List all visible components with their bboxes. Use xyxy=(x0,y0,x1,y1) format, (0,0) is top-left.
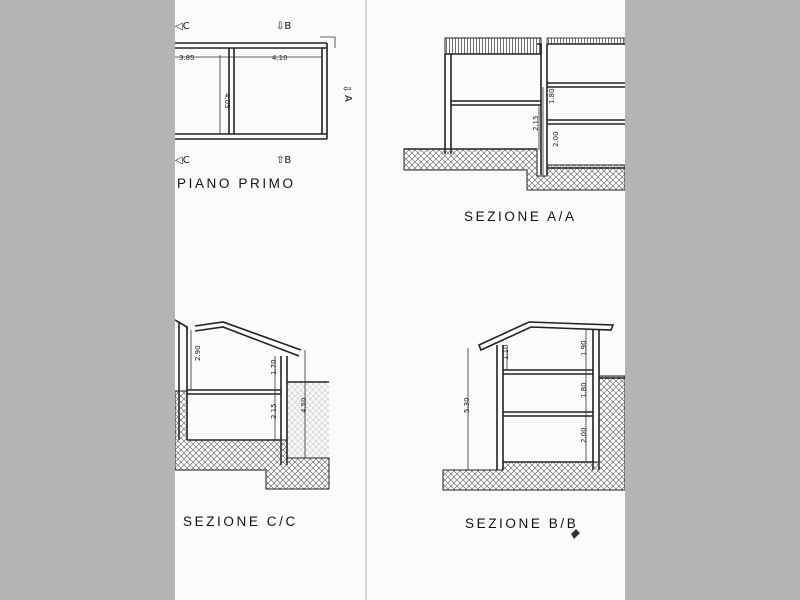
plan-mark-a-label: A xyxy=(342,95,353,102)
plan-dim-w1: 3.85 xyxy=(179,54,195,62)
architectural-drawing xyxy=(175,0,625,600)
plan-mark-a: ⇦ xyxy=(343,84,352,95)
section-bb xyxy=(443,322,625,539)
plan-mark-c-bottom: ◁C xyxy=(175,155,190,166)
cc-dim-left-upper: 2.90 xyxy=(194,345,202,361)
section-cc-title: SEZIONE C/C xyxy=(183,514,298,529)
section-aa xyxy=(404,38,625,224)
aa-dim-lower: 2.00 xyxy=(552,131,560,147)
cc-dim-right-upper: 1.70 xyxy=(270,359,278,375)
section-aa-title: SEZIONE A/A xyxy=(464,209,577,224)
bb-dim-lower: 2.00 xyxy=(580,427,588,443)
plan-title: PIANO PRIMO xyxy=(177,176,296,191)
plan-dim-w2: 4.10 xyxy=(272,54,288,62)
plan-mark-b-top: ⇩B xyxy=(276,21,292,32)
plan-dim-height: 4.05 xyxy=(223,93,231,109)
aa-dim-upper: 1.80 xyxy=(548,88,556,104)
plan-piano-primo xyxy=(175,21,353,191)
bb-dim-total: 5.30 xyxy=(463,397,471,413)
plan-mark-c-top: ◁C xyxy=(175,21,190,32)
cc-dim-right-lower: 2.15 xyxy=(270,403,278,419)
bb-dim-right-top: 1.90 xyxy=(580,340,588,356)
bb-dim-left-top: 1.10 xyxy=(502,344,510,360)
section-bb-title: SEZIONE B/B xyxy=(465,516,579,531)
drawing-sheet xyxy=(175,0,625,600)
cc-dim-total: 4.50 xyxy=(300,397,308,413)
plan-mark-b-bottom: ⇧B xyxy=(276,155,292,166)
bb-dim-mid: 1.80 xyxy=(580,382,588,398)
aa-dim-mid: 2.15 xyxy=(532,115,540,131)
section-cc xyxy=(175,320,329,529)
